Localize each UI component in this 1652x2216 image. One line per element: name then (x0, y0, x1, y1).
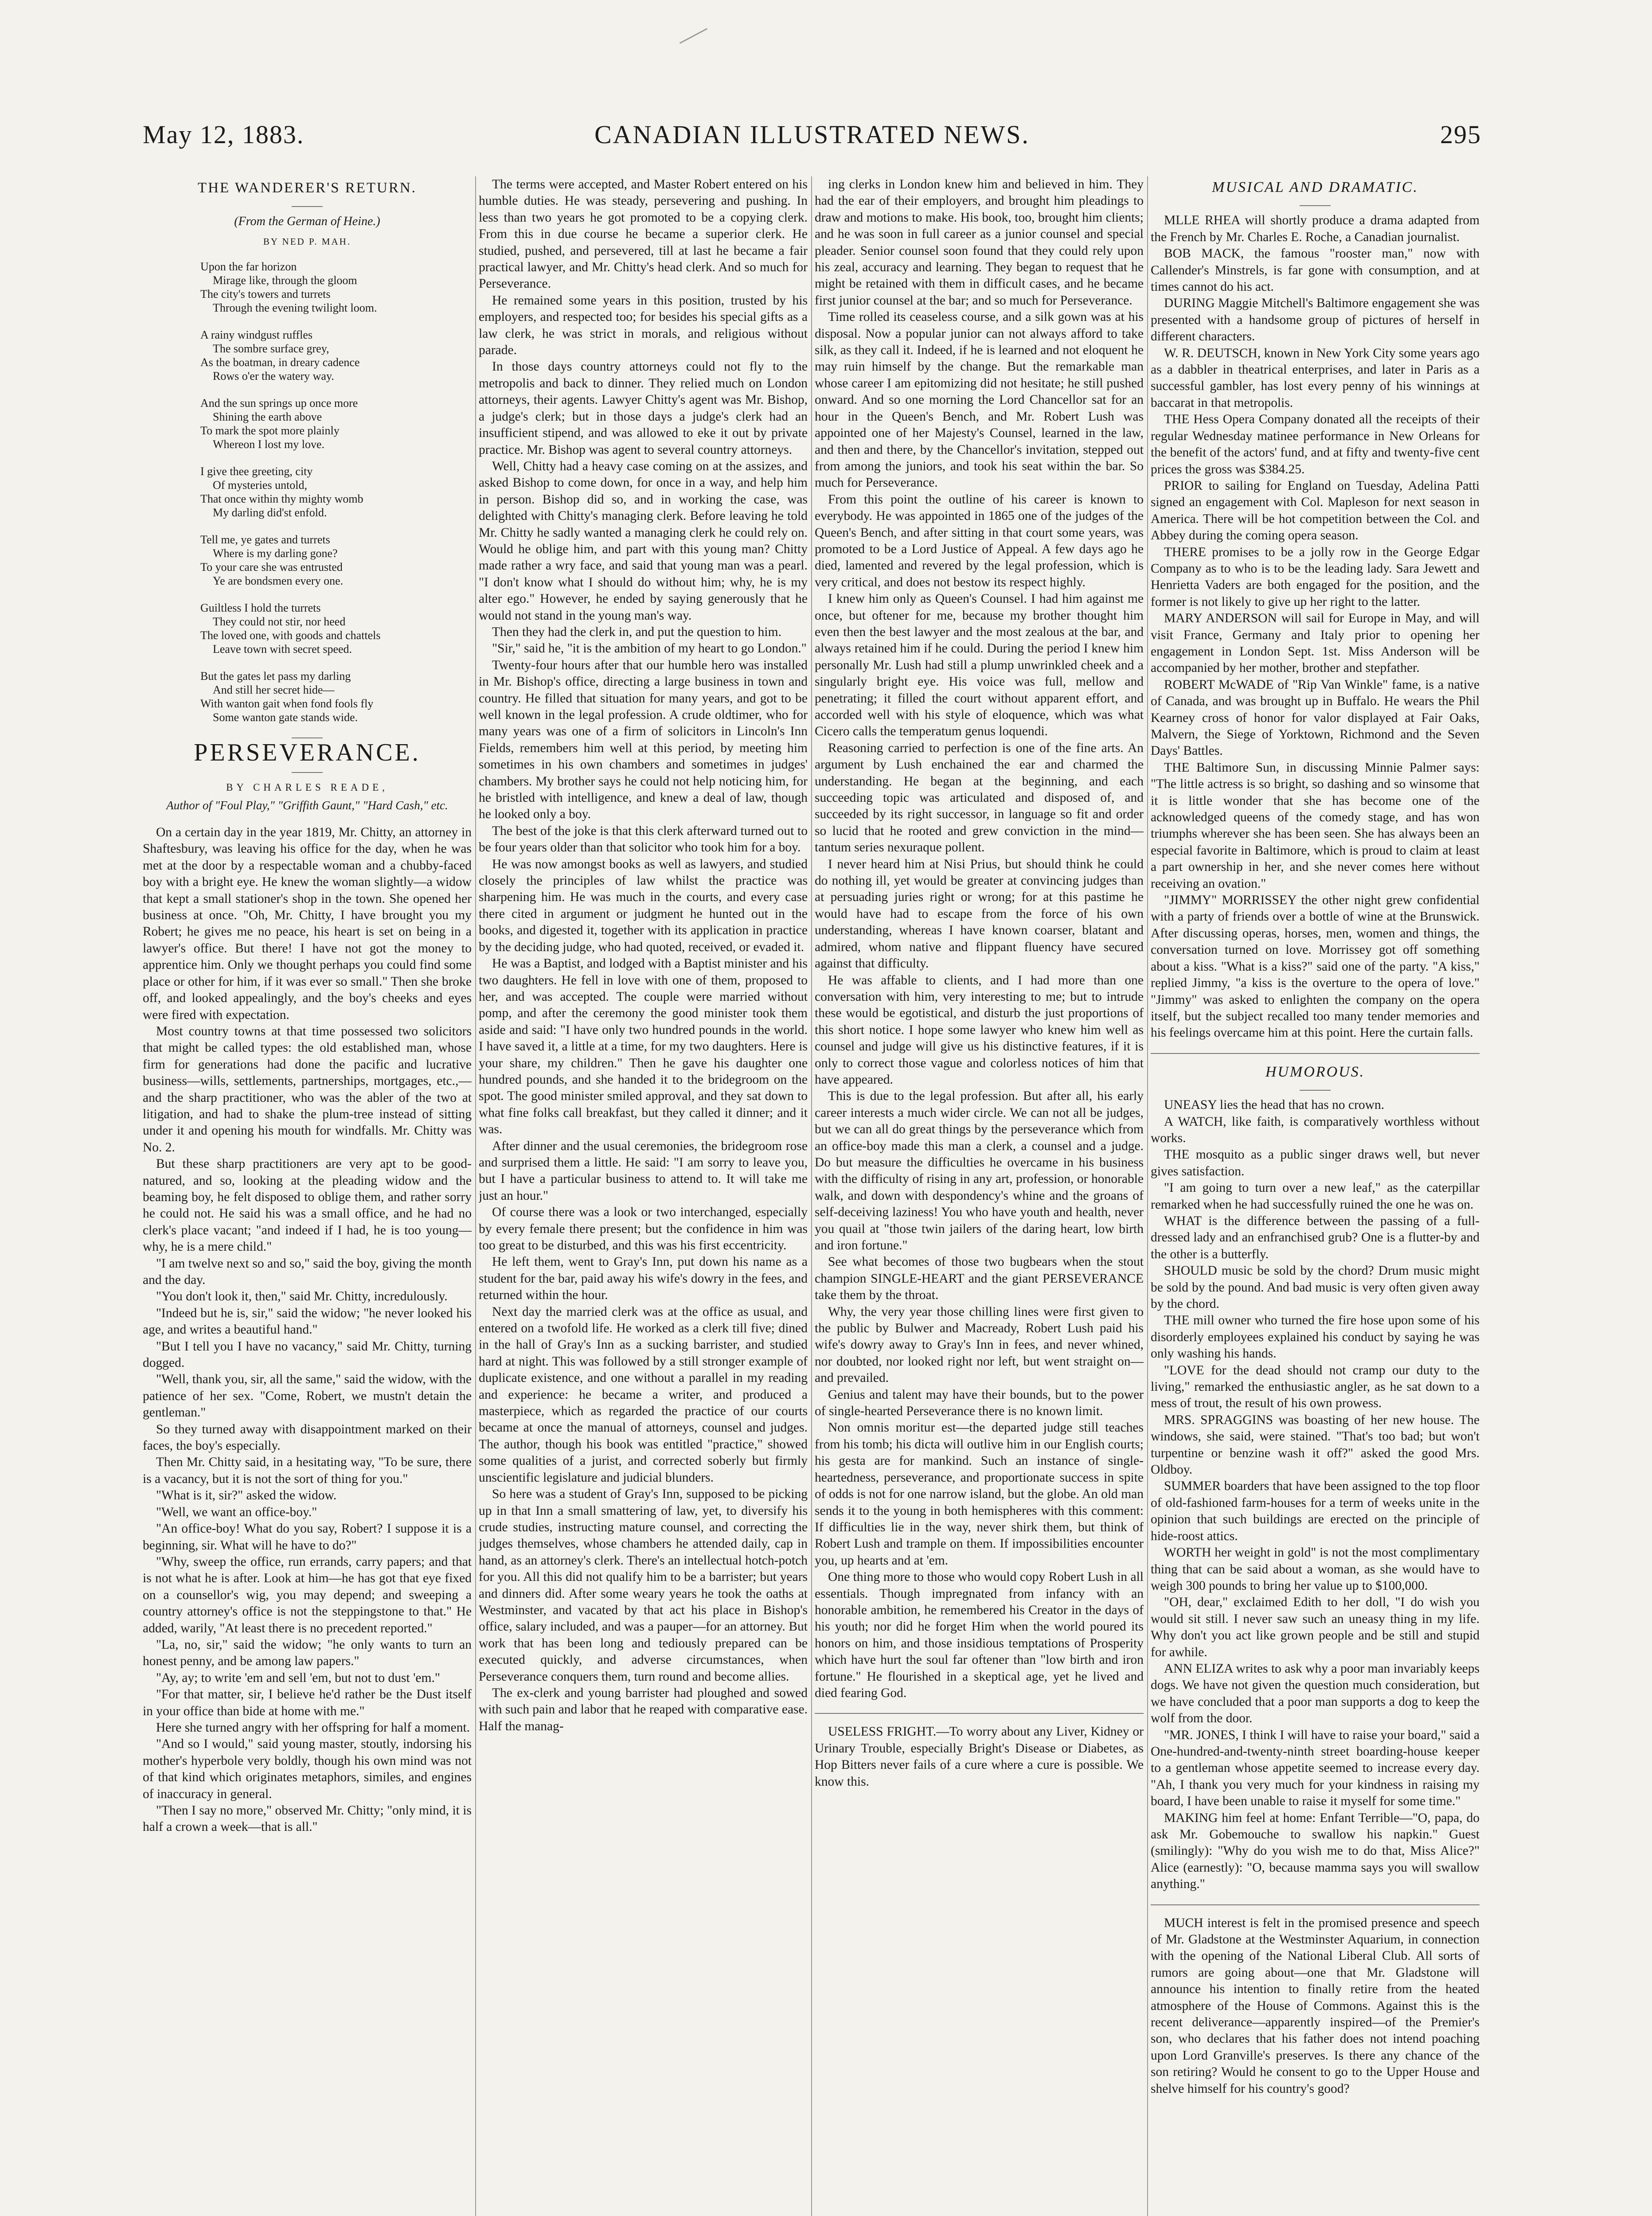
poem-line: To your care she was entrusted (200, 561, 343, 574)
paragraph: See what becomes of those two bugbears when the stout champion SINGLE-HEART and the giant PERSEVERANCE take them by the throat. (815, 1255, 1144, 1303)
article-body (479, 176, 808, 1735)
divider (292, 772, 323, 773)
paragraph: UNEASY lies the head that has no crown. (1164, 1098, 1385, 1112)
poem-line: Of mysteries untold, (213, 479, 308, 492)
paragraph: He was affable to clients, and I had more than one conversation with him, very interesting to me; but to intrude these would be egotistical, and disturb the just proportions of this short notice. I hope some lawyer who knew him well as counsel and judge will give us his distinctive features, if it is only to correct those vague and colorless notices of him that have appeared. (815, 973, 1144, 1087)
paragraph: PRIOR to sailing for England on Tuesday, Adelina Patti signed an engagement with Col. Mapleson for next season in America. There will be hot competition between the Col. and Abbey during the coming opera season. (1151, 478, 1480, 543)
poem-line: Upon the far horizon (200, 260, 297, 273)
poem-line: Ye are bondsmen every one. (213, 574, 344, 588)
story-byline: BY CHARLES READE, (226, 781, 388, 793)
paragraph: "You don't look it, then," said Mr. Chitty, incredulously. (156, 1289, 448, 1304)
paragraph: MARY ANDERSON will sail for Europe in May, and will visit France, Germany and Italy prior to opening her engagement in London Sept. 1st. Miss Anderson will be accompanied by her mother, brother and stepfather. (1151, 611, 1480, 675)
paragraph: "LOVE for the dead should not cramp our duty to the living," remarked the enthusiastic angler, as he sat down to a mess of trout, the result of his own prowess. (1151, 1363, 1480, 1411)
advertisement-notice (815, 1724, 1144, 1790)
paragraph: Genius and talent may have their bounds, but to the power of single-hearted Perseverance there is no known limit. (815, 1387, 1144, 1419)
paragraph: "For that matter, sir, I believe he'd rather be the Dust itself in your office than bide at home with me." (143, 1687, 472, 1718)
article-body (143, 824, 472, 1836)
paragraph: Why, the very year those chilling lines were first given to the public by Bulwer and Macready, Robert Lush paid his wife's dowry away to Gray's Inn in fees, and never whined, nor doubted, nor looked right nor left, but went straight on—and prevailed. (815, 1304, 1144, 1385)
poem-line: My darling did'st enfold. (213, 506, 327, 519)
paragraph: This is due to the legal profession. But after all, his early career interests a much wider circle. We can not all be judges, but we can all do great things by the perseverance which from an office-boy made this man a clerk, a counsel and a judge. Do but measure the difficulties he overcame in his business with the difficulty of rising in any art, profession, or honorable walk, and down with despondency's whine and the groans of self-deceiving laziness! You who have youth and health, never you quail at "those twin jailers of the daring heart, low birth and iron fortune." (815, 1089, 1144, 1252)
paragraph: He remained some years in this position, trusted by his employers, and respected too; for besides his special gifts as a law clerk, he was strict in morals, and religious without parade. (479, 293, 808, 358)
poem-stanza (200, 601, 472, 656)
paragraph: THERE promises to be a jolly row in the George Edgar Company as to who is to be the leading lady. Sara Jewett and Henrietta Vaders are both engaged for the position, and the former is not likely to give up her right to the latter. (1151, 545, 1480, 609)
poem-author: BY NED P. MAH. (263, 236, 351, 247)
paragraph: WHAT is the difference between the passing of a full-dressed lady and an enfranchised grub? One is a flutter-by and the other is a butterfly. (1151, 1213, 1480, 1261)
divider (1151, 1053, 1480, 1054)
divider (1300, 1090, 1331, 1091)
column-4 (1151, 176, 1480, 2216)
paragraph: DURING Maggie Mitchell's Baltimore engagement she was presented with a handsome group of pictures of herself in different characters. (1151, 296, 1480, 344)
paragraph: THE Hess Opera Company donated all the receipts of their regular Wednesday matinee performance in New Orleans for the benefit of the actors' fund, and at fifty and twenty-five cent prices the gross was $384.25. (1151, 412, 1480, 476)
paragraph: "I am going to turn over a new leaf," as the caterpillar remarked when he had successfully ruined the one he was on. (1151, 1181, 1480, 1212)
column-1 (143, 176, 472, 2216)
page-number: 295 (1440, 120, 1481, 149)
column-3 (815, 176, 1144, 2216)
paragraph: Here she turned angry with her offspring for half a moment. (156, 1720, 470, 1735)
paragraph: "MR. JONES, I think I will have to raise your board," said a One-hundred-and-twenty-ninth street boarding-house keeper to a gentleman whose appetite seemed to increase every day. "Ah, I thank you very much for your kindness in raising my board, I have been unable to raise it myself for some time." (1151, 1728, 1480, 1809)
issue-date: May 12, 1883. (143, 120, 305, 149)
section-heading-humorous: HUMOROUS. (1265, 1063, 1365, 1080)
paragraph: He was now amongst books as well as lawyers, and studied closely the principles of law whilst the practice was sharpening him. He was much in the courts, and every case there cited in argument or judgment he hunted out in the books, and digested it, together with its application in practice by the deciding judge, who had quoted, received, or evaded it. (479, 857, 808, 954)
poem-line: But the gates let pass my darling (200, 670, 351, 683)
divider (815, 1713, 1144, 1714)
paragraph: So they turned away with disappointment marked on their faces, the boy's especially. (143, 1422, 472, 1453)
paragraph: "Why, sweep the office, run errands, carry papers; and that is not what he is after. Look at him—he has got that eye fixed on a counsellor's wig, you may depend; and sweeping a country attorney's office is not the steppingstone to that." He added, warily, "At least there is no precedent reported." (143, 1554, 472, 1635)
paragraph: Most country towns at that time possessed two solicitors that might be called types: the old established man, whose firm for generations had done the pacific and lucrative business—wills, settlements, partnerships, mortgages, etc.,—and the sharp practitioner, who was the abler of the two at litigation, and had to shake the plum-tree instead of sitting under it and opening his mouth for windfalls. Mr. Chitty was No. 2. (143, 1024, 472, 1155)
paragraph: "La, no, sir," said the widow; "he only wants to turn an honest penny, and be among law papers." (143, 1637, 472, 1669)
paragraph: So here was a student of Gray's Inn, supposed to be picking up in that Inn a small smattering of law, yet, to diversify his crude studies, instructing mature counsel, and correcting the judges themselves, whose chambers he attended daily, cap in hand, as an attorney's clerk. There's an intellectual hotch-potch for you. All this did not qualify him to be a barrister; but years and dinners did. After some weary years he took the oaths at Westminster, and vacated by that act his place in Bishop's office, salary included, and was a pauper—for an attorney. But work that has been long and tediously prepared can be executed quickly, and adverse circumstances, when Perseverance conquers them, turn round and become allies. (479, 1487, 808, 1684)
paragraph: ROBERT McWADE of "Rip Van Winkle" fame, is a native of Canada, and was brought up in Buffalo. He wears the Phil Kearney cross of honor for valor displayed at Fair Oaks, Malvern, the Siege of Yorktown, Richmond and the Seven Days' Battles. (1151, 677, 1480, 758)
paragraph: A WATCH, like faith, is comparatively worthless without works. (1151, 1114, 1480, 1145)
paragraph: THE Baltimore Sun, in discussing Minnie Palmer says: "The little actress is so bright, so dashing and so winsome that it is little wonder that she has become one of the acknowledged queens of the comedy stage, and has won triumphs wherever she has been seen. She has always been an especial favorite in Baltimore, which is proud to claim at least a part ownership in her, and she never comes here without receiving an ovation." (1151, 760, 1480, 891)
paragraph: "OH, dear," exclaimed Edith to her doll, "I do wish you would sit still. I never saw such an uneasy thing in my life. Why don't you act like grown people and be still and stupid for awhile. (1151, 1595, 1480, 1659)
paragraph: "Ay, ay; to write 'em and sell 'em, but not to dust 'em." (156, 1670, 440, 1685)
paragraph: From this point the outline of his career is known to everybody. He was appointed in 1865 one of the judges of the Queen's Bench, and after sitting in that court some years, was promoted to be a Lord Justice of Appeal. A few days ago he died, lamented and revered by the legal profession, which is very critical, and does not bestow its respect highly. (815, 492, 1144, 589)
paragraph: W. R. DEUTSCH, known in New York City some years ago as a dabbler in theatrical enterprises, and later in Paris as a successful gambler, has lost every penny of his winnings at baccarat in that metropolis. (1151, 346, 1480, 410)
poem-body (200, 260, 472, 724)
poem-stanza (200, 669, 472, 724)
poem-line: The loved one, with goods and chattels (200, 629, 381, 642)
paragraph: "Indeed but he is, sir," said the widow; "he never looked his age, and writes a beautiful hand." (143, 1306, 472, 1337)
paragraph: "An office-boy! What do you say, Robert? I suppose it is a beginning, sir. What will he have to do?" (143, 1522, 472, 1553)
paragraph: Non omnis moritur est—the departed judge still teaches from his tomb; his dicta will outlive him in our English courts; his gesta are for mankind. Such an instance of single-heartedness, perseverance, and proportionate success in spite of odds is not for one narrow island, but the globe. An old man sends it to the young in both hemispheres with this comment: If difficulties lie in the way, never shirk them, but think of Robert Lush and trample on them. If impossibilities encounter you, up hearts and at 'em. (815, 1420, 1144, 1568)
poem-stanza (200, 533, 472, 588)
paragraph: "Well, thank you, sir, all the same," said the widow, with the patience of her sex. "Come, Robert, we mustn't detain the gentleman." (143, 1372, 472, 1420)
poem-line: Some wanton gate stands wide. (213, 711, 358, 724)
paragraph: Then Mr. Chitty said, in a hesitating way, "To be sure, there is a vacancy, but it is not the sort of thing for you." (143, 1455, 472, 1486)
poem-line: Shining the earth above (213, 410, 322, 424)
paragraph: SUMMER boarders that have been assigned to the top floor of old-fashioned farm-houses for a term of weeks unite in the opinion that such buildings are erected on the principle of hide-roost attics. (1151, 1479, 1480, 1543)
column-2 (479, 176, 808, 2216)
divider (1300, 205, 1331, 206)
paragraph: In those days country attorneys could not fly to the metropolis and back to dinner. They relied much on London attorneys, their agents. Lawyer Chitty's agent was Mr. Bishop, a judge's clerk; but in those days a judge's clerk had an insufficient stipend, and was allowed to eke it out by private practice. Mr. Bishop was agent to several country attorneys. (479, 359, 808, 457)
paragraph: ing clerks in London knew him and believed in him. They had the ear of their employers, and brought him pleadings to draw and motions to make. His book, too, brought him clients; and he was soon in full career as a junior counsel and special pleader. Senior counsel soon found that they could rely upon his zeal, accuracy and learning. They began to request that he might be retained with them in difficult cases, and he became first junior counsel at the bar; and so much for Perseverance. (815, 177, 1144, 308)
poem-line: That once within thy mighty womb (200, 492, 363, 506)
poem-line: The sombre surface grey, (213, 342, 329, 355)
paragraph: Reasoning carried to perfection is one of the fine arts. An argument by Lush enchained the ear and charmed the understanding. He began at the beginning, and each succeeding topic was articulated and disposed of, and succeeded by its right successor, in language so fit and order so lucid that he rooted and grew conviction in the mind—tantum series nexuraque pollent. (815, 741, 1144, 855)
poem-stanza (200, 396, 472, 451)
paragraph: "Then I say no more," observed Mr. Chitty; "only mind, it is half a crown a week—that is all." (143, 1803, 472, 1834)
poem-line: And still her secret hide— (213, 683, 335, 697)
paragraph: On a certain day in the year 1819, Mr. Chitty, an attorney in Shaftesbury, was leaving his office for the day, when he was met at the door by a respectable woman and a chubby-faced boy with a bright eye. He knew the woman slightly—a widow that kept a small stationer's shop in the town. She opened her business at once. "Oh, Mr. Chitty, I have brought you my Robert; he gives me no peace, his heart is set on being in a lawyer's office. But there! I have not got the money to apprentice him. Only we thought perhaps you could find some place or other for him, if it was ever so small." Then she broke off, and looked appealingly, and the boy's cheeks and eyes were fired with expectation. (143, 825, 472, 1022)
poem-line: As the boatman, in dreary cadence (200, 356, 360, 369)
paragraph: "Well, we want an office-boy." (156, 1505, 317, 1519)
paragraph: "JIMMY" MORRISSEY the other night grew confidential with a party of friends over a bottle of wine at the Brunswick. After discussing operas, horses, men, women and things, the conversation turned on love. Morrissey got off something about a kiss. "What is a kiss?" said one of the party. "A kiss," replied Jimmy, "a kiss is the overture to the opera of love." "Jimmy" was asked to enlighten the company on the opera itself, but the subject recalled too many tender memories and his feelings overcame him at this point. Here the curtain falls. (1151, 893, 1480, 1040)
paragraph: Then they had the clerk in, and put the question to him. (492, 624, 781, 639)
poem-line: They could not stir, nor heed (213, 615, 346, 628)
poem-line: And the sun springs up once more (200, 397, 358, 410)
poem-stanza (200, 464, 472, 519)
paragraph: THE mosquito as a public singer draws well, but never gives satisfaction. (1151, 1147, 1480, 1178)
divider (292, 206, 323, 207)
author-works: Author of "Foul Play," "Griffith Gaunt," "Hard Cash," etc. (166, 799, 448, 812)
column-divider (1147, 176, 1148, 2216)
paragraph: He left them, went to Gray's Inn, put down his name as a student for the bar, paid away his wife's dowry in the fees, and returned within the hour. (479, 1255, 808, 1303)
paragraph: BOB MACK, the famous "rooster man," now with Callender's Minstrels, is far gone with consumption, and at times cannot do his act. (1151, 246, 1480, 294)
paragraph: Of course there was a look or two interchanged, especially by every female there present; but the confidence in him was too great to be disturbed, and this was his first eccentricity. (479, 1205, 808, 1252)
poem-line: Through the evening twilight loom. (213, 301, 377, 315)
paragraph: ANN ELIZA writes to ask why a poor man invariably keeps dogs. We have not given the question much consideration, but we have concluded that a poor man supports a dog to keep the wolf from the door. (1151, 1661, 1480, 1726)
closing-paragraph: MUCH interest is felt in the promised presence and speech of Mr. Gladstone at the Westminster Aquarium, in connection with the opening of the National Liberal Club. All sorts of rumors are going about—one that Mr. Gladstone will announce his intention to finally retire from the heated atmosphere of the House of Commons. Against this is the recent deliverance—apparently inspired—of the Premier's son, who declares that his father does not intend poaching upon Lord Granville's preserves. Is there any chance of the son retiring? Would he consent to go to the Upper House and shelve himself for his country's good? (1151, 1916, 1480, 2096)
paragraph: I never heard him at Nisi Prius, but should think he could do nothing ill, yet would be greater at convincing judges than at persuading juries right or wrong; for at this pastime he would have had to escape from the force of his own understanding, whereas I have known coarser, blatant and admired, whom native and flippant fluency have secured against that difficulty. (815, 857, 1144, 971)
story-heading: PERSEVERANCE. (194, 739, 421, 767)
paragraph: One thing more to those who would copy Robert Lush in all essentials. Though impregnated from infancy with an honorable ambition, he remembered his Creator in the days of his youth; nor did he forget Him when the world poured its honors on him, and those insidious temptations of Prosperity which have hurt the soul far oftener than "low birth and iron fortune." He flourished in a skeptical age, yet he lived and died fearing God. (815, 1570, 1144, 1700)
paragraph: "I am twelve next so and so," said the boy, giving the month and the day. (143, 1256, 472, 1287)
paragraph: MRS. SPRAGGINS was boasting of her new house. The windows, she said, were stained. "That's too bad; but won't turpentine or benzine wash it off?" asked the good Mrs. Oldboy. (1151, 1412, 1480, 1477)
paragraph: "What is it, sir?" asked the widow. (156, 1488, 337, 1503)
scan-mark (671, 12, 707, 44)
paragraph: MAKING him feel at home: Enfant Terrible—"O, papa, do ask Mr. Gobemouche to swallow his napkin." Guest (smilingly): "Why do you wish me to do that, Miss Alice?" Alice (earnestly): "O, because mamma says you will swallow anything." (1151, 1810, 1480, 1892)
paragraph: Next day the married clerk was at the office as usual, and entered on a twofold life. He worked as a clerk till five; dined in the hall of Gray's Inn as a sucking barrister, and studied hard at night. This was followed by a still stronger example of duplicate existence, and one without a parallel in my reading and experience: he became a writer, and produced a masterpiece, which as regarded the practice of our courts became at once the manual of attorneys, counsel and judges. The author, though his book was entitled "practice," showed some qualities of a jurist, and corrected soberly but firmly unscientific legislature and judicial blunders. (479, 1304, 808, 1485)
poem-source: (From the German of Heine.) (234, 215, 380, 229)
poem-heading: THE WANDERER'S RETURN. (198, 180, 417, 196)
column-divider (475, 176, 476, 2216)
newspaper-title: CANADIAN ILLUSTRATED NEWS. (594, 120, 1030, 149)
poem-line: Leave town with secret speed. (213, 643, 352, 656)
paragraph: After dinner and the usual ceremonies, the bridegroom rose and surprised them a little. He said: "I am sorry to leave you, but I have a particular business to attend to. It will take me just an hour." (479, 1139, 808, 1203)
article-body (815, 176, 1144, 1701)
paragraph: I knew him only as Queen's Counsel. I had him against me once, but oftener for me, because my brother thought him even then the best lawyer and the most zealous at the bar, and always retained him if he could. During the period I knew him personally Mr. Lush had still a plump unwrinkled cheek and a singularly bright eye. His voice was full, mellow and penetrating; it filled the court without apparent effort, and accorded well with his style of eloquence, which was what Cicero calls the temperatum genus loquendi. (815, 592, 1144, 739)
poem-line: Guiltless I hold the turrets (200, 601, 321, 615)
poem-stanza (200, 260, 472, 315)
paragraph: "But I tell you I have no vacancy," said Mr. Chitty, turning dogged. (143, 1339, 472, 1370)
poem-line: A rainy windgust ruffles (200, 328, 312, 342)
notice-text: USELESS FRIGHT.—To worry about any Liver, Kidney or Urinary Trouble, especially Bright's Disease or Diabetes, as Hop Bitters never fails of a cure where a cure is possible. We know this. (815, 1724, 1144, 1789)
divider (1151, 1904, 1480, 1905)
divider (292, 737, 323, 738)
columns (143, 176, 1481, 2216)
masthead (143, 120, 1481, 160)
poem-line: The city's towers and turrets (200, 288, 331, 301)
paragraph: SHOULD music be sold by the chord? Drum music might be sold by the pound. And bad music is very often given away by the chord. (1151, 1264, 1480, 1311)
paragraph: THE mill owner who turned the fire hose upon some of his disorderly employees explained his conduct by saying he was only washing his hands. (1151, 1313, 1480, 1361)
poem-line: With wanton gait when fond fools fly (200, 697, 374, 710)
poem-line: I give thee greeting, city (200, 465, 313, 478)
column-divider (811, 176, 812, 2216)
section-heading-musical: MUSICAL AND DRAMATIC. (1212, 179, 1418, 195)
paragraph: Time rolled its ceaseless course, and a silk gown was at his disposal. Now a popular junior can not always afford to take silk, as they call it. Indeed, if he is learned and not eloquent he may ruin himself by the change. But the remarkable man whose career I am epitomizing did not hesitate; he still pushed onward. And so one morning the Lord Chancellor sat for an hour in the Queen's Bench, and Mr. Robert Lush was appointed one of her Majesty's Counsel, learned in the law, and then and there, by the Chancellor's invitation, stepped out from among the juniors, and took his seat within the bar. So much for Perseverance. (815, 310, 1144, 490)
humorous-items (1151, 1097, 1480, 1893)
poem-line: Tell me, ye gates and turrets (200, 533, 330, 546)
paragraph: The best of the joke is that this clerk afterward turned out to be four years older than that solicitor who took him for a boy. (479, 823, 808, 855)
paragraph: MLLE RHEA will shortly produce a drama adapted from the French by Mr. Charles E. Roche, a Canadian journalist. (1151, 213, 1480, 244)
paragraph: The terms were accepted, and Master Robert entered on his humble duties. He was steady, persevering and pushing. In less than two years he got promoted to be a copying clerk. From this in due course he became a superior clerk. He studied, pushed, and persevered, till at last he became a fair practical lawyer, and Mr. Chitty's head clerk. And so much for Perseverance. (479, 177, 808, 291)
poem-line: Rows o'er the watery way. (213, 370, 334, 383)
poem-line: Mirage like, through the gloom (213, 274, 357, 287)
paragraph: "Sir," said he, "it is the ambition of my heart to go London." (492, 641, 807, 656)
poem-line: Where is my darling gone? (213, 547, 338, 560)
paragraph: "And so I would," said young master, stoutly, indorsing his mother's hyperbole very boldly, though his own mind was not of that kind which originates metaphors, similes, and engines of inaccuracy in general. (143, 1737, 472, 1801)
paragraph: He was a Baptist, and lodged with a Baptist minister and his two daughters. He fell in love with one of them, proposed to her, and was accepted. The couple were married without pomp, and after the ceremony the good minister took them aside and said: "I have only two hundred pounds in the world. I have saved it, a little at a time, for my two daughters. Here is your share, my children." Then he gave his daughter one hundred pounds, and she handed it to the bridegroom on the spot. The good minister smiled approval, and they sat down to what fine folks call breakfast, but they called it dinner; and it was. (479, 956, 808, 1137)
paragraph: But these sharp practitioners are very apt to be good-natured, and so, looking at the pleading widow and the beaming boy, he felt disposed to oblige them, and rather sorry he could not. He said his was a small office, and he had no clerk's place vacant; "and indeed if I had, he is too young—why, he is a mere child." (143, 1157, 472, 1254)
poem-stanza (200, 328, 472, 383)
poem-line: To mark the spot more plainly (200, 424, 340, 437)
poem-line: Whereon I lost my love. (213, 438, 324, 451)
paragraph: WORTH her weight in gold" is not the most complimentary thing that can be said about a woman, as she would have to weigh 300 pounds to bring her value up to $100,000. (1151, 1545, 1480, 1593)
paragraph: Twenty-four hours after that our humble hero was installed in Mr. Bishop's office, directing a large business in town and country. He filled that situation for many years, and got to be well known in the legal profession. A crude oldtimer, who for many years was one of a firm of solicitors in Lincoln's Inn Fields, remembers him well at this period, by meeting him sometimes in his own chambers and sometimes in judges' chambers. My brother says he could not help noticing him, for he bristled with intelligence, and knew a deal of law, though he looked only a boy. (479, 658, 808, 822)
paragraph: Well, Chitty had a heavy case coming on at the assizes, and asked Bishop to come down, for once in a way, and help him in person. Bishop did so, and in working the case, was delighted with Chitty's managing clerk. Before leaving he told Mr. Chitty he sadly wanted a managing clerk he could rely on. Would he oblige him, and part with this young man? Chitty made rather a wry face, and said that young man was a pearl. "I don't know what I should do without him; why, he is my alter ego." However, he ended by saying generously that he would not stand in the young man's way. (479, 459, 808, 623)
paragraph: The ex-clerk and young barrister had ploughed and sowed with such pain and labor that he reaped with comparative ease. Half the manag- (479, 1685, 808, 1733)
musical-items (1151, 212, 1480, 1041)
